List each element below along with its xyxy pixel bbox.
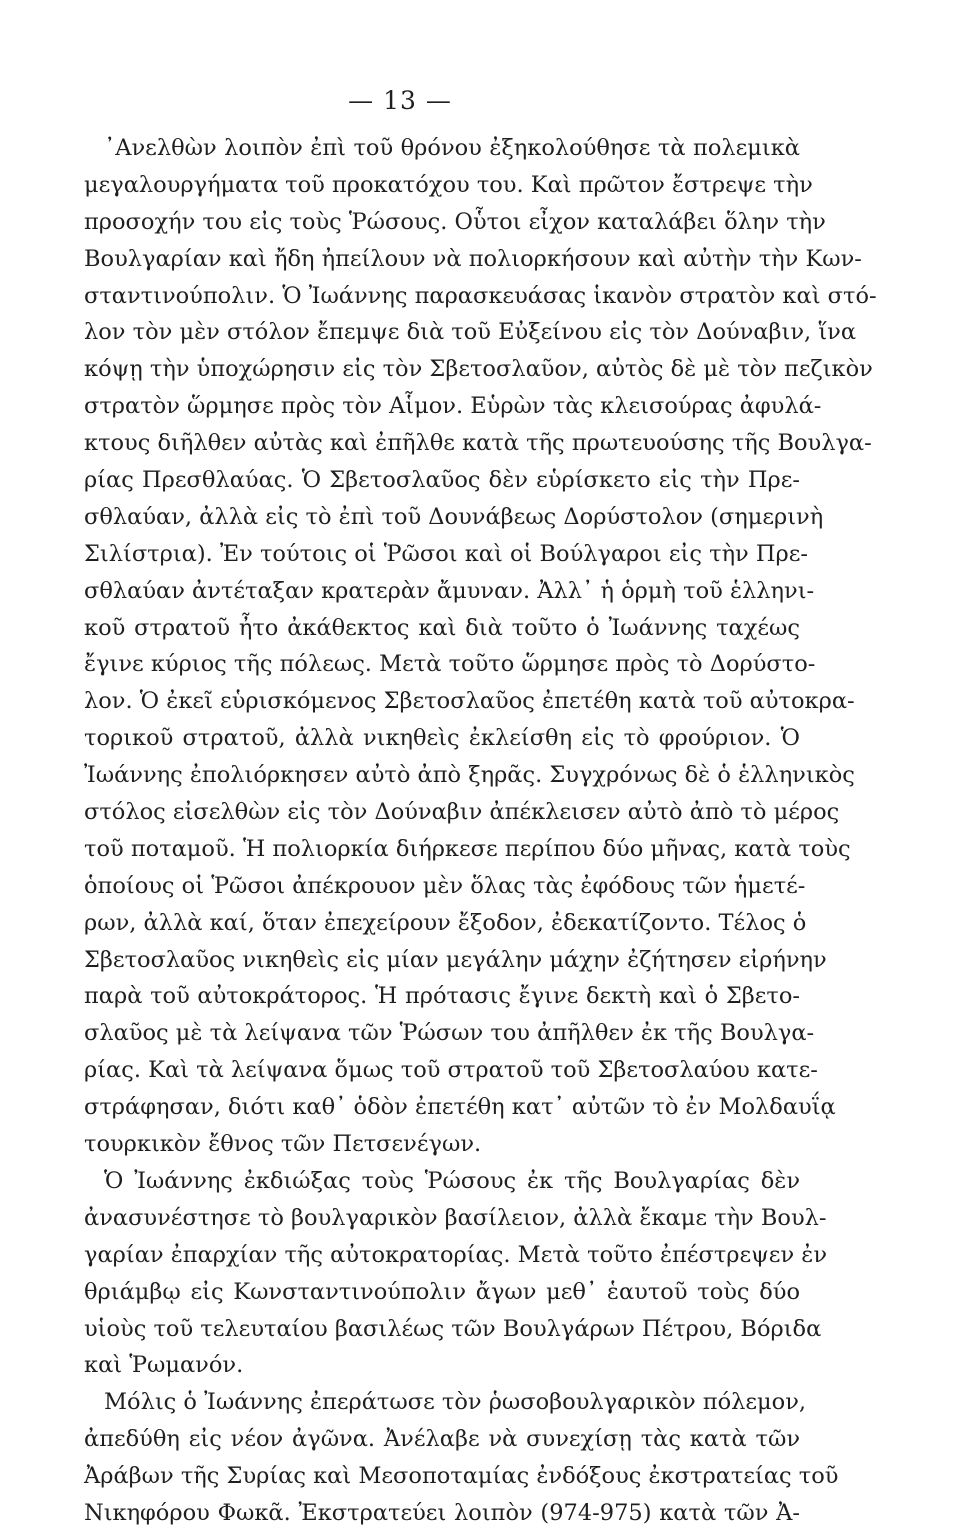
text-line: κόψῃ τὴν ὑποχώρησιν εἰς τὸν Σβετοσλαῦον, αὐτὸς δὲ μὲ τὸν πεζικὸν xyxy=(84,356,873,383)
text-line: στρατὸν ὥρμησε πρὸς τὸν Αἷμον. Εὑρὼν τὰς κλεισούρας ἀφυλά- xyxy=(84,393,822,420)
text-line: ρίας. Καὶ τὰ λείψανα ὅμως τοῦ στρατοῦ τοῦ Σβετοσλαύου κατε- xyxy=(84,1057,818,1084)
text-line: σλαῦος μὲ τὰ λείψανα τῶν Ῥώσων του ἀπῆλθεν ἐκ τῆς Βουλγα- xyxy=(84,1020,815,1047)
text-line: ᾿Ανελθὼν λοιπὸν ἐπὶ τοῦ θρόνου ἐξηκολούθησε τὰ πολεμικὰ xyxy=(104,135,800,161)
text-line: υἱοὺς τοῦ τελευταίου βασιλέως τῶν Βουλγάρων Πέτρου, Βόριδα xyxy=(84,1315,822,1342)
text-line: προσοχήν του εἰς τοὺς Ῥώσους. Οὗτοι εἶχον καταλάβει ὅλην τὴν xyxy=(84,208,826,235)
text-line: Βουλγαρίαν καὶ ἤδη ἠπείλουν νὰ πολιορκήσουν καὶ αὐτὴν τὴν Κων- xyxy=(84,245,862,272)
text-line: καὶ Ῥωμανόν. xyxy=(84,1352,244,1379)
paragraph-1 xyxy=(84,130,877,1163)
text-line: τοῦ ποταμοῦ. Ἡ πολιορκία διήρκεσε περίπου δύο μῆνας, κατὰ τοὺς xyxy=(84,835,851,862)
text-line: λον τὸν μὲν στόλον ἔπεμψε διὰ τοῦ Εὐξείνου εἰς τὸν Δούναβιν, ἵνα xyxy=(84,319,857,346)
body-text xyxy=(84,130,877,1532)
text-line: τορικοῦ στρατοῦ, ἀλλὰ νικηθεὶς ἐκλείσθη εἰς τὸ φρούριον. Ὁ xyxy=(84,725,800,752)
text-line: Ἀράβων τῆς Συρίας καὶ Μεσοποταμίας ἐνδόξους ἐκστρατείας τοῦ xyxy=(84,1463,839,1490)
text-line: ρων, ἀλλὰ καί, ὅταν ἐπεχείρουν ἔξοδον, ἐδεκατίζοντο. Τέλος ὁ xyxy=(84,909,807,936)
text-line: παρὰ τοῦ αὐτοκράτορος. Ἡ πρότασις ἔγινε δεκτὴ καὶ ὁ Σβετο- xyxy=(84,983,800,1010)
text-line: θριάμβῳ εἰς Κωνσταντινούπολιν ἄγων μεθ᾿ ἑαυτοῦ τοὺς δύο xyxy=(84,1278,800,1305)
paragraph-2 xyxy=(84,1163,828,1384)
text-line: Νικηφόρου Φωκᾶ. Ἐκστρατεύει λοιπὸν (974-975) κατὰ τῶν Ἀ- xyxy=(84,1499,800,1526)
text-line: ρίας Πρεσθλαύας. Ὁ Σβετοσλαῦος δὲν εὑρίσκετο εἰς τὴν Πρε- xyxy=(84,467,800,494)
text-line: Ὁ Ἰωάννης ἐκδιώξας τοὺς Ῥώσους ἐκ τῆς Βουλγαρίας δὲν xyxy=(104,1167,800,1194)
text-line: σθλαύαν, ἀλλὰ εἰς τὸ ἐπὶ τοῦ Δουνάβεως Δορύστολον (σημερινὴ xyxy=(84,503,824,530)
text-line: μεγαλουργήματα τοῦ προκατόχου του. Καὶ πρῶτον ἔστρεψε τὴν xyxy=(84,171,813,198)
text-line: στράφησαν, διότι καθ᾿ ὁδὸν ἐπετέθη κατ᾿ αὐτῶν τὸ ἐν Μολδαυΐᾳ xyxy=(84,1094,836,1121)
paragraph-3 xyxy=(84,1384,839,1532)
text-line: ἔγινε κύριος τῆς πόλεως. Μετὰ τοῦτο ὥρμησε πρὸς τὸ Δορύστο- xyxy=(84,651,816,678)
text-line: Σβετοσλαῦος νικηθεὶς εἰς μίαν μεγάλην μάχην ἐζήτησεν εἰρήνην xyxy=(84,946,827,973)
text-line: γαρίαν ἐπαρχίαν τῆς αὐτοκρατορίας. Μετὰ τοῦτο ἐπέστρεψεν ἐν xyxy=(84,1241,828,1268)
text-line: κοῦ στρατοῦ ἦτο ἀκάθεκτος καὶ διὰ τοῦτο ὁ Ἰωάννης ταχέως xyxy=(84,614,800,641)
page-number: — 13 — xyxy=(348,86,452,115)
text-line: λον. Ὁ ἐκεῖ εὑρισκόμενος Σβετοσλαῦος ἐπετέθη κατὰ τοῦ αὐτοκρα- xyxy=(84,688,855,715)
text-line: Ἰωάννης ἐπολιόρκησεν αὐτὸ ἀπὸ ξηρᾶς. Συγχρόνως δὲ ὁ ἑλληνικὸς xyxy=(84,762,855,789)
text-line: Σιλίστρια). Ἐν τούτοις οἱ Ῥῶσοι καὶ οἱ Βούλγαροι εἰς τὴν Πρε- xyxy=(84,540,808,567)
text-line: σταντινούπολιν. Ὁ Ἰωάννης παρασκευάσας ἱκανὸν στρατὸν καὶ στό- xyxy=(84,282,877,309)
text-line: σθλαύαν ἀντέταξαν κρατερὰν ἄμυναν. Ἀλλ᾿ ἡ ὁρμὴ τοῦ ἑλληνι- xyxy=(84,577,815,604)
text-line: ἀπεδύθη εἰς νέον ἀγῶνα. Ἀνέλαβε νὰ συνεχίσῃ τὰς κατὰ τῶν xyxy=(84,1426,800,1453)
text-line: ἀνασυνέστησε τὸ βουλγαρικὸν βασίλειον, ἀλλὰ ἔκαμε τὴν Βουλ- xyxy=(84,1204,827,1231)
text-line: στόλος εἰσελθὼν εἰς τὸν Δούναβιν ἀπέκλεισεν αὐτὸ ἀπὸ τὸ μέρος xyxy=(84,799,840,826)
text-line: ὁποίους οἱ Ῥῶσοι ἀπέκρουον μὲν ὅλας τὰς ἐφόδους τῶν ἡμετέ- xyxy=(84,872,806,899)
text-line: κτους διῆλθεν αὐτὰς καὶ ἐπῆλθε κατὰ τῆς πρωτευούσης τῆς Βουλγα- xyxy=(84,430,872,457)
text-line: τουρκικὸν ἔθνος τῶν Πετσενέγων. xyxy=(84,1131,482,1158)
text-line: Μόλις ὁ Ἰωάννης ἐπεράτωσε τὸν ῥωσοβουλγαρικὸν πόλεμον, xyxy=(104,1389,807,1416)
